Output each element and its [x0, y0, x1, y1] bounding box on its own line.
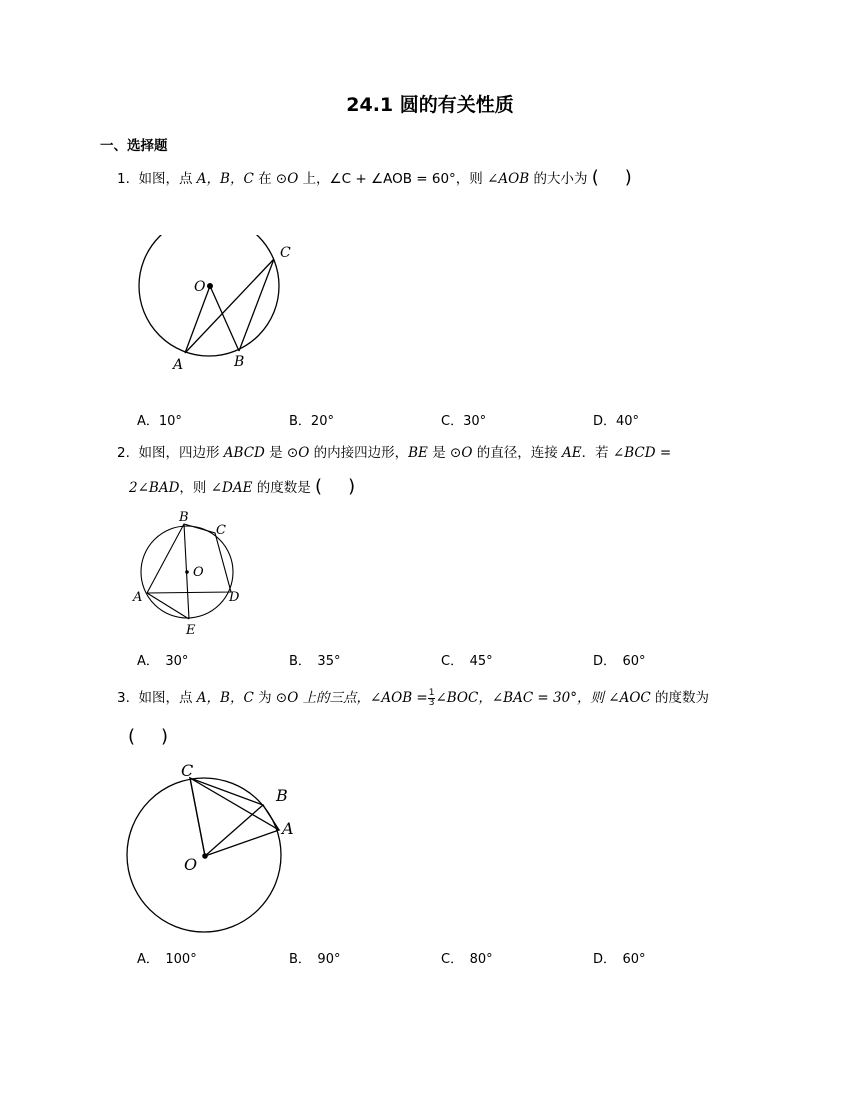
- figure-3: [118, 758, 303, 938]
- question-2-text-line1: 2. 如图，四边形 ABCD 是 ⊙O 的内接四边形，BE 是 ⊙O 的直径，连接 AE．若 ∠BCD =: [117, 445, 672, 461]
- label-o: O: [193, 565, 204, 580]
- answer-paren-close: ): [624, 167, 632, 188]
- answer-paren-open: (: [591, 167, 599, 188]
- figure-1: [130, 235, 300, 380]
- page-title: 24.1 圆的有关性质: [346, 94, 514, 116]
- label-b: B: [179, 510, 189, 525]
- label-o: O: [184, 855, 198, 874]
- fraction-one-third: $\frac{1}{3}$: [428, 687, 435, 708]
- label-c: C: [216, 523, 226, 538]
- option-b[interactable]: B．20°: [289, 414, 334, 429]
- option-d[interactable]: D． 60°: [593, 654, 646, 669]
- label-c: C: [280, 245, 291, 261]
- figure-2: [128, 505, 258, 640]
- question-number: 3.: [117, 690, 130, 706]
- label-b: B: [276, 786, 288, 805]
- option-d[interactable]: D． 60°: [593, 952, 646, 967]
- answer-paren-close: ): [348, 476, 356, 497]
- label-a: A: [282, 819, 294, 838]
- option-d[interactable]: D．40°: [593, 414, 640, 429]
- option-a[interactable]: A． 30°: [137, 654, 189, 669]
- question-number: 1.: [117, 171, 130, 187]
- answer-paren-open: (: [315, 476, 323, 497]
- label-a: A: [173, 357, 184, 373]
- option-b[interactable]: B． 90°: [289, 952, 341, 967]
- question-number: 2.: [117, 445, 130, 461]
- label-e: E: [186, 623, 196, 638]
- question-3-text-line2: [128, 727, 168, 748]
- question-3-text-line1: 3. 如图，点 A，B，C 为 ⊙O 上的三点，∠AOB = $\frac{1}{3}$ ∠BOC，∠BAC = 30°，则 ∠AOC 的度数为: [117, 687, 710, 708]
- option-c[interactable]: C．30°: [441, 414, 487, 429]
- option-a[interactable]: A． 100°: [137, 952, 197, 967]
- question-1-text: 1. 如图，点 A，B，C 在 ⊙O 上，∠C + ∠AOB = 60°，则 ∠AOB 的大小为 ( ): [117, 167, 632, 188]
- option-c[interactable]: C． 45°: [441, 654, 493, 669]
- answer-paren-open: (: [128, 726, 136, 747]
- label-d: D: [229, 590, 240, 605]
- option-a[interactable]: A．10°: [137, 414, 182, 429]
- label-a: A: [133, 590, 143, 605]
- option-c[interactable]: C． 80°: [441, 952, 493, 967]
- answer-paren-close: ): [161, 726, 169, 747]
- label-b: B: [234, 354, 245, 370]
- option-b[interactable]: B． 35°: [289, 654, 341, 669]
- label-o: O: [194, 279, 206, 295]
- section-heading: 一、选择题: [100, 138, 168, 154]
- label-c: C: [181, 761, 194, 780]
- question-2-text-line2: 2∠BAD，则 ∠DAE 的度数是 ( ): [129, 476, 356, 497]
